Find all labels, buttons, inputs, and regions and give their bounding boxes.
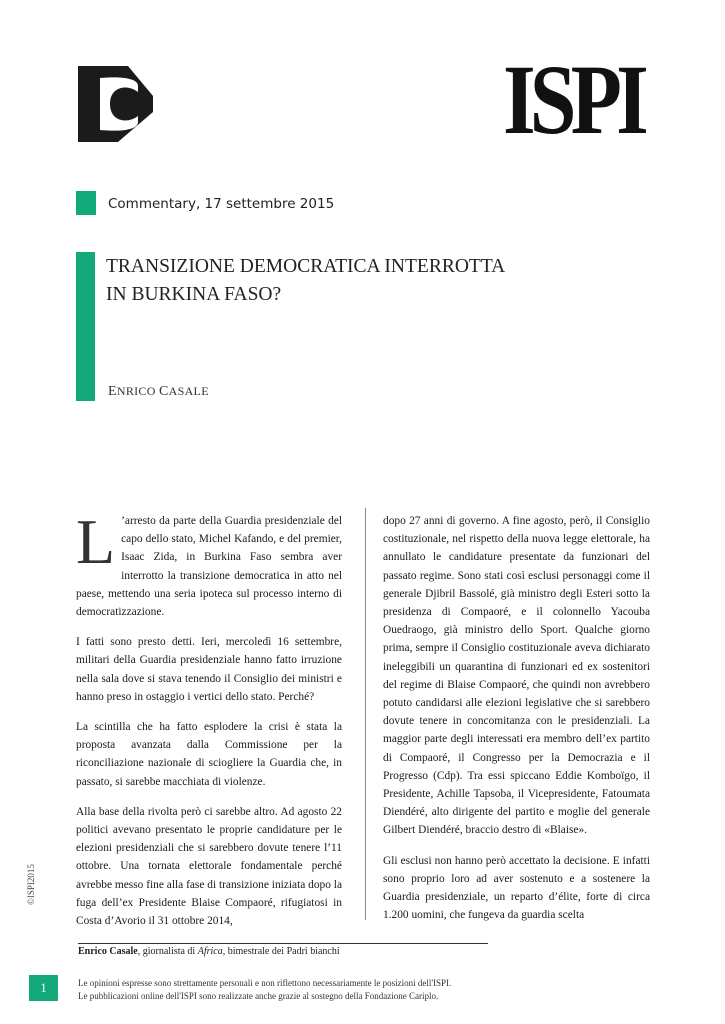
paragraph: L ’arresto da parte della Guardia presidenziale del capo dello stato, Michel Kafando, e del premier, Isaac Zida, in Burkina Faso sembra aver interrotto la transizione democratica in atto nel paese, mettendo una seria ipoteca sul processo interno di democratizzazione. xyxy=(76,506,342,619)
paragraph: dopo 27 anni di governo. A fine agosto, però, il Consiglio costituzionale, nel rispetto della nuova legge elettorale, ha annullato le candidature presentate da funzionari del passato regime. Sono stati così esclusi personaggi come il generale Djibril Bassolé, già ministro degli Esteri sotto la presidenza di Compaoré, e il colonnello Yacouba Ouedraogo, già ministro dello Sport. Qualche giorno prima, sempre il Consiglio costituzionale aveva dichiarato ineleggibili un quarantina di funzionari ed ex sostenitori del regime di Blaise Compaoré, che quindi non avrebbero potuto candidarsi alle elezioni legislative che si sarebbero dovute tenere in concomitanza con le presidenziali. La maggior parte degli interessati era membro dell’ex partito di Compaoré, il Congresso per la Democrazia e il Progresso (Cdp). Tra essi spiccano Eddie Komboïgo, il Presidente, Achille Tapsoba, il Vicepresidente, Fatoumata Diendéré, alto dirigente del partito e moglie del generale Gilbert Diendéré, braccio destro di «Blaise». xyxy=(383,515,650,837)
title-line-2: IN BURKINA FASO? xyxy=(106,284,282,305)
paragraph: Alla base della rivolta però ci sarebbe altro. Ad agosto 22 politici avevano presentato le proprie candidature per le elezioni presidenziali che si sarebbero dovute tenere l’11 ottobre. Una tornata elettorale fondamentale perché avrebbe messo fine alla fase di transizione iniziata dopo la fuga dell’ex Presidente Blaise Compaoré, rifugiatosi in Costa d’Avorio il 31 ottobre 2014, xyxy=(76,805,342,928)
drop-cap: L xyxy=(76,506,116,577)
side-copyright: ©ISPI2015 xyxy=(26,864,36,905)
disclaimer-line-1: Le opinioni espresse sono strettamente personali e non riflettono necessariamente le posizioni dell'ISPI. xyxy=(78,978,452,988)
disclaimer xyxy=(78,977,451,1003)
paragraph: La scintilla che ha fatto esplodere la crisi è stata la proposta avanzata dalla Commissione per la riconciliazione nazionale di sciogliere la Guardia che, in passato, si sarebbe macchiata di violenze. xyxy=(76,721,342,788)
title-accent-bar xyxy=(76,252,95,401)
title-line-1: TRANSIZIONE DEMOCRATICA INTERROTTA xyxy=(106,256,506,277)
footnote-divider xyxy=(78,943,488,944)
page-title xyxy=(106,253,606,309)
body-column-right xyxy=(383,512,650,936)
ispi-logo: ISPI xyxy=(503,44,643,155)
author-footnote: Enrico Casale, giornalista di Africa, bimestrale dei Padri bianchi xyxy=(78,946,340,957)
page-number: 1 xyxy=(29,975,58,1001)
column-divider xyxy=(365,508,366,920)
disclaimer-line-2: Le pubblicazioni online dell'ISPI sono realizzate anche grazie al sostegno della Fondazione Cariplo. xyxy=(78,991,439,1001)
paragraph: Gli esclusi non hanno però accettato la decisione. E infatti sono proprio loro ad aver sostenuto e a sostenere la Guardia presidenziale, un reparto d’élite, forte di circa 1.200 uomini, che fungeva da guardia scelta xyxy=(383,854,650,922)
accent-square xyxy=(76,191,96,215)
commentary-date: Commentary, 17 settembre 2015 xyxy=(108,196,335,212)
body-column-left xyxy=(76,506,342,942)
c-logo-icon xyxy=(78,66,153,142)
author-name: ENRICO CASALE xyxy=(108,384,209,399)
paragraph: I fatti sono presto detti. Ieri, mercoledì 16 settembre, militari della Guardia presidenziale hanno fatto irruzione nella sala dove si stava tenendo il Consiglio dei ministri e hanno preso in ostaggio i vertici dello stato. Perché? xyxy=(76,636,342,703)
